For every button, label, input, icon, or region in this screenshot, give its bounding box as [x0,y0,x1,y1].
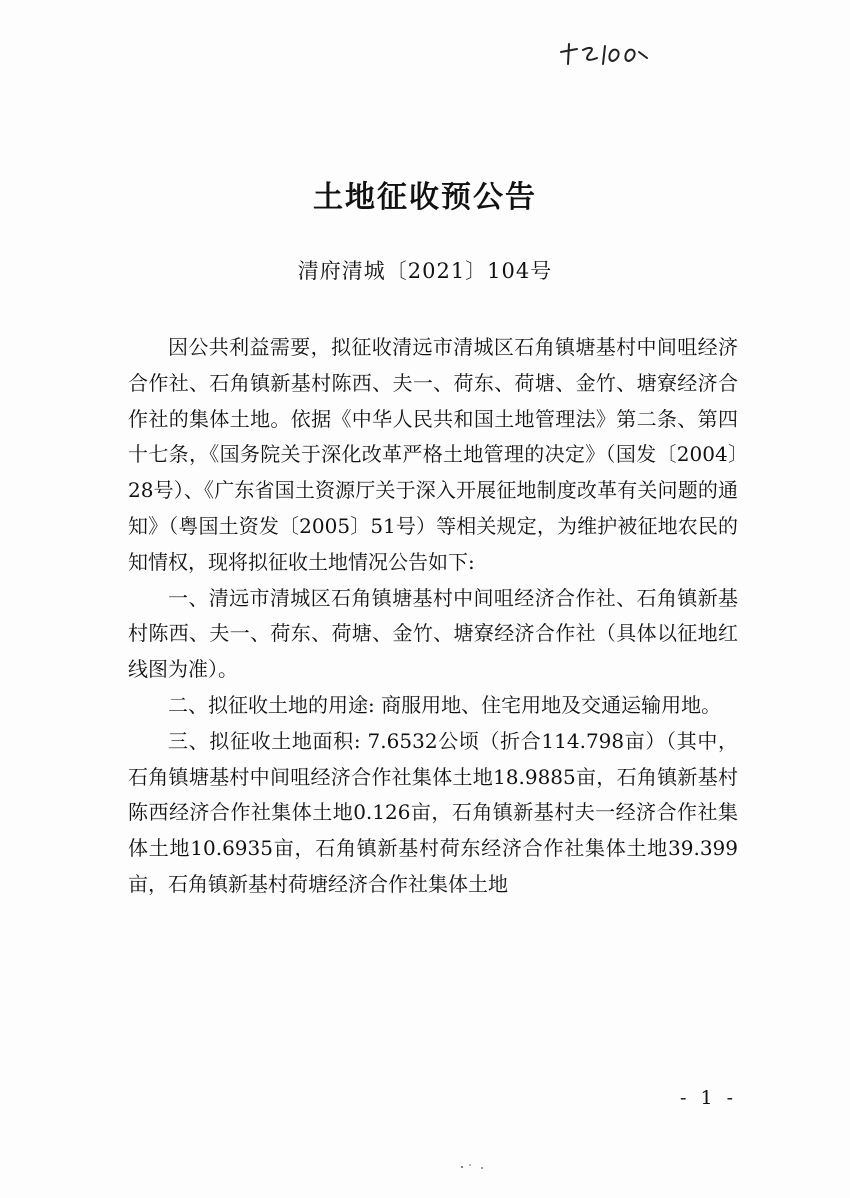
notice-body [128,330,738,903]
handwritten-annotation [557,40,652,70]
page-number: - 1 - [680,1087,738,1109]
paragraph-location: 一、清远市清城区石角镇塘基村中间咀经济合作社、石角镇新基村陈西、夫一、荷东、荷塘、金竹、塘寮经济合作社（具体以征地红线图为准）。 [128,585,738,682]
notice-title: 土地征收预公告 [313,180,537,215]
paragraph-land-area: 三、拟征收土地面积: 7.6532公顷（折合114.798亩）（其中，石角镇塘基村中间咀经济合作社集体土地18.9885亩，石角镇新基村陈西经济合作社集体土地0.126亩，石角镇新基村夫一经济合作社集体土地10.6935亩，石角镇新基村荷东经济合作社集体土地39.399亩，石角镇新基村荷塘经济合作社集体土地 [128,728,738,896]
paragraph-land-use: 二、拟征收土地的用途: 商服用地、住宅用地及交通运输用地。 [168,692,722,717]
scan-speck-mark [458,1160,488,1172]
document-number: 清府清城〔2021〕104号 [297,259,553,283]
paragraph-intro: 因公共利益需要，拟征收清远市清城区石角镇塘基村中间咀经济合作社、石角镇新基村陈西、夫一、荷东、荷塘、金竹、塘寮经济合作社的集体土地。依据《中华人民共和国土地管理法》第二条、第四十七条，《国务院关于深化改革严格土地管理的决定》（国发〔2004〕28号）、《广东省国土资源厅关于深入开展征地制度改革有关问题的通知》（粤国土资发〔2005〕51号）等相关规定，为维护被征地农民的知情权，现将拟征收土地情况公告如下: [128,335,738,574]
